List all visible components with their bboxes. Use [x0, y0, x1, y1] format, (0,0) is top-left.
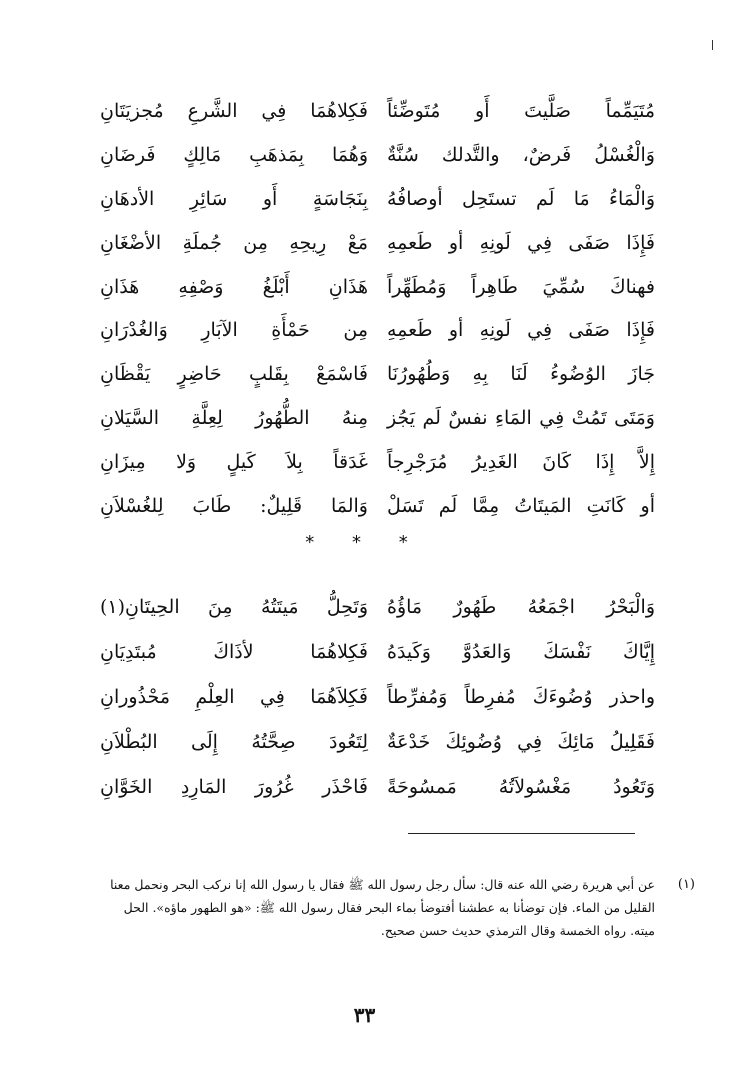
- footnote-text: عن أبي هريرة رضي الله عنه قال: سأل رجل رسول الله ﷺ فقال يا رسول الله إنا نركب البحر ونحمل معنا القليل من الماء. فإن توضأنا به عطشنا أفتوضأ بماء البحر فقال رسول الله ﷺ: «هو الطهور ماؤه». الحل ميته. رواه الخمسة وقال الترمذي حديث حسن صحيح.: [110, 877, 655, 938]
- verse-line: [100, 134, 655, 178]
- verse-left-hemistich: لِتَعُودَ صِحَّتُهُ إِلَى البُطْلاَنِ: [100, 731, 368, 753]
- verse-left-hemistich: مِنهُ الطُّهُورُ لِعِلَّةِ السَّيَلانِ: [100, 406, 368, 429]
- verse-line: [100, 353, 655, 397]
- verse-line: [100, 90, 655, 134]
- margin-tick: [712, 40, 713, 50]
- verse-line: [100, 675, 655, 720]
- verse-line: [100, 720, 655, 765]
- verse-line: [100, 440, 655, 484]
- verse-line: [100, 630, 655, 675]
- verse-left-hemistich: هَذَانِ أَبْلَغُ وَصْفِهِ هَذَانِ: [100, 275, 368, 298]
- verse-left-hemistich: مِن حَمْأَةِ الآبَارِ وَالغُدْرَانِ: [100, 319, 368, 342]
- verse-line: [100, 585, 655, 630]
- verse-right-hemistich: وَمَتَى تَمُتْ فِي المَاءِ نفسٌ لَم يَجُز: [387, 406, 655, 429]
- verse-line: [100, 309, 655, 353]
- verse-right-hemistich: مُتَيَمِّماً صَلَّيتَ أَو مُتَوضِّئاً: [387, 100, 655, 123]
- verse-right-hemistich: وَالْبَحْرُ اجْمَعُهُ طَهُورٌ مَاؤُهُ: [387, 596, 655, 618]
- verse-left-hemistich: فَاحْذَر غُرُورَ المَارِدِ الخَوَّانِ: [100, 776, 368, 798]
- poem-stanza-2: [100, 585, 655, 810]
- verse-left-hemistich: فَكِلاَهُمَا فِي العِلْمِ مَحْذُورانِ: [100, 686, 368, 708]
- footnote-separator-rule: [408, 833, 635, 834]
- verse-right-hemistich: فَإِذَا صَفَى فِي لَونِهِ أو طَعمِهِ: [387, 231, 655, 254]
- verse-right-hemistich: إِيَّاكَ نَفْسَكَ وَالعَدُوَّ وَكَيدَهُ: [387, 641, 655, 663]
- verse-line: [100, 221, 655, 265]
- verse-line: [100, 397, 655, 441]
- verse-right-hemistich: فَقَلِيلُ مَائِكَ فِي وُضُوئِكَ خَدْعَةٌ: [387, 731, 655, 753]
- verse-line: [100, 765, 655, 810]
- verse-right-hemistich: فَإِذَا صَفَى فِي لَونِهِ أو طَعمِهِ: [387, 319, 655, 342]
- verse-left-hemistich: فَاسْمَعْ بِقَلبٍ حَاضِرٍ يَقْظَانِ: [100, 363, 368, 386]
- poem-stanza-1: [100, 90, 655, 528]
- verse-left-hemistich: فَكِلاهُمَا فِي الشَّرعِ مُجزيَتَانِ: [100, 100, 368, 123]
- verse-left-hemistich: غَدَقاً بِلاَ كَيلٍ وَلا مِيزَانِ: [100, 450, 368, 473]
- footnote: [100, 873, 695, 942]
- page-number: ٣٣: [353, 1003, 376, 1027]
- verse-line: [100, 484, 655, 528]
- verse-left-hemistich: وَالمَا قَلِيلٌ: طَابَ لِلغُسْلاَنِ: [100, 494, 368, 517]
- verse-left-hemistich: بِنَجَاسَةٍ أَو سَائِرِ الأدهَانِ: [100, 187, 368, 210]
- verse-left-hemistich: فَكِلاهُمَا لأذَاكَ مُبتَدِيَانِ: [100, 641, 368, 663]
- verse-right-hemistich: فهناكَ سُمِّيَ طَاهِراً وَمُطَهِّراً: [387, 275, 655, 298]
- verse-left-hemistich: مَعْ رِيحِهِ مِن جُملَةِ الأضْغَانِ: [100, 231, 368, 254]
- verse-right-hemistich: واحذر وُضُوءَكَ مُفرِطاً وَمُفرِّطاً: [387, 686, 655, 708]
- verse-right-hemistich: وَالْمَاءُ مَا لَم تستَحِل أوصافُهُ: [387, 187, 655, 210]
- verse-right-hemistich: وَالْغُسْلُ فَرضٌ، والتَّدلك سُنَّةٌ: [387, 144, 655, 167]
- verse-right-hemistich: جَازَ الوُضُوءُ لَنَا بِهِ وَطُهُورُنَا: [387, 363, 655, 386]
- verse-right-hemistich: وَتَعُودُ مَغْسُولاَتُهُ مَمسُوحَةً: [387, 776, 655, 798]
- section-divider-stars: * * *: [305, 532, 424, 553]
- verse-left-hemistich: وَهُمَا بِمَذهَبِ مَالِكٍ فَرضَانِ: [100, 144, 368, 167]
- verse-right-hemistich: أو كَانَتِ المَيتَاتُ مِمَّا لَم تَسَلْ: [387, 494, 655, 517]
- verse-line: [100, 178, 655, 222]
- footnote-marker: (١): [677, 877, 695, 892]
- verse-right-hemistich: إِلاَّ إِذَا كَانَ الغَدِيرُ مُرَجْرِجاً: [387, 450, 655, 473]
- verse-left-hemistich: وَتَحِلُّ مَيتَتُهُ مِنَ الحِيتَانِ(١): [100, 596, 368, 618]
- verse-line: [100, 265, 655, 309]
